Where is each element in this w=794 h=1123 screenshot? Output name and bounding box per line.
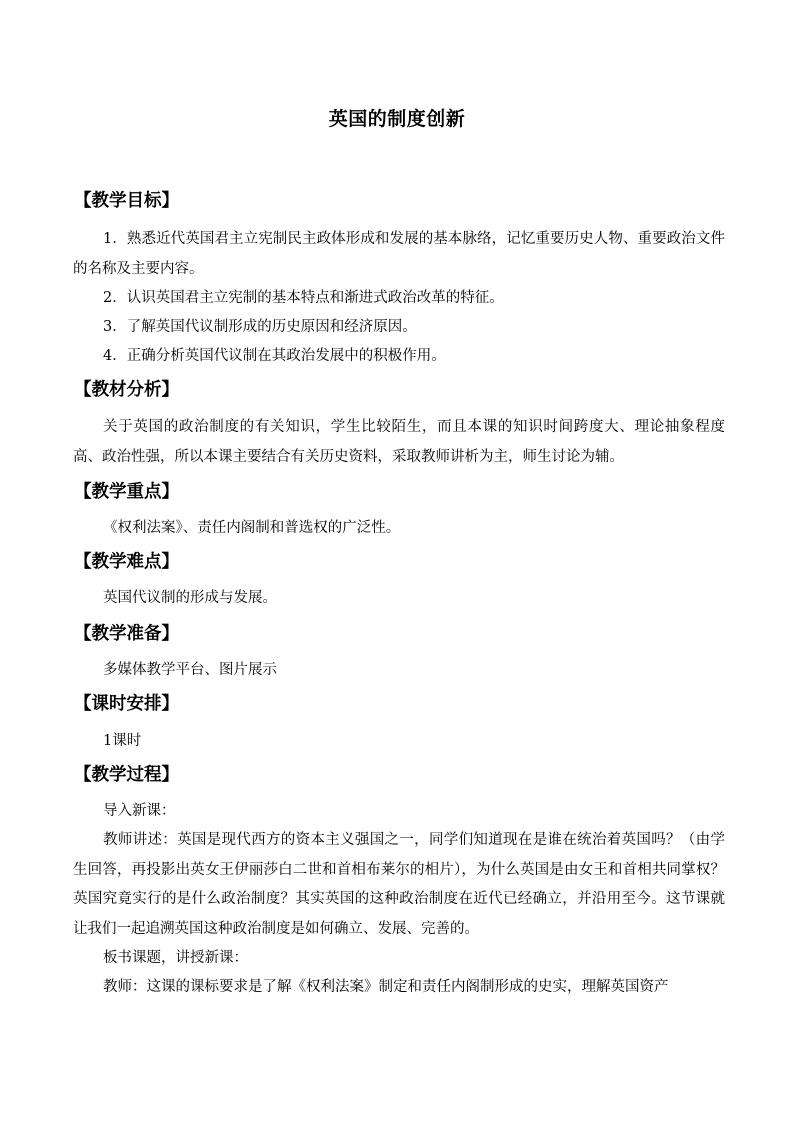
- process-intro: 导入新课：: [103, 803, 176, 819]
- schedule-text: 1课时: [103, 733, 142, 749]
- document-title: 英国的制度创新: [328, 108, 466, 130]
- preparation-text: 多媒体教学平台、图片展示: [103, 662, 277, 678]
- heading-difficult-points: 【教学难点】: [74, 552, 179, 572]
- goal-item-4: 4．正确分析英国代议制在其政治发展中的积极作用。: [103, 348, 446, 364]
- material-analysis-text: 关于英国的政治制度的有关知识，学生比较陌生，而且本课的知识时间跨度大、理论抽象程度高、政治性强，所以本课主要结合有关历史资料，采取教师讲析为主，师生讨论为辅。: [73, 419, 725, 465]
- process-board: 板书课题，讲授新课：: [103, 950, 248, 966]
- difficult-points-text: 英国代议制的形成与发展。: [103, 590, 277, 606]
- key-points-text: 《权利法案》、责任内阁制和普选权的广泛性。: [103, 520, 401, 536]
- heading-teaching-goals: 【教学目标】: [74, 191, 179, 211]
- process-teacher-talk: 教师讲述：英国是现代西方的资本主义强国之一，同学们知道现在是谁在统治着英国吗？（由学生回答，再投影出英女王伊丽莎白二世和首相布莱尔的相片），为什么英国是由女王和首相共同掌权？英国究竟实行的是什么政治制度？其实英国的这种政治制度在近代已经确立，并沿用至今。这节课就让我们一起追溯英国这种政治制度是如何确立、发展、完善的。: [73, 832, 725, 937]
- heading-material-analysis: 【教材分析】: [74, 380, 179, 400]
- goal-item-3: 3．了解英国代议制形成的历史原因和经济原因。: [103, 319, 417, 335]
- heading-key-points: 【教学重点】: [74, 482, 179, 502]
- heading-schedule: 【课时安排】: [74, 694, 179, 714]
- heading-teaching-process: 【教学过程】: [74, 765, 179, 785]
- heading-preparation: 【教学准备】: [74, 624, 179, 644]
- goal-item-2: 2．认识英国君主立宪制的基本特点和渐进式政治改革的特征。: [103, 290, 504, 306]
- process-teacher-note: 教师：这课的课标要求是了解《权利法案》制定和责任内阁制形成的史实，理解英国资产: [103, 979, 669, 995]
- goal-item-1: 1．熟悉近代英国君主立宪制民主政体形成和发展的基本脉络，记忆重要历史人物、重要政治文件的名称及主要内容。: [73, 231, 725, 277]
